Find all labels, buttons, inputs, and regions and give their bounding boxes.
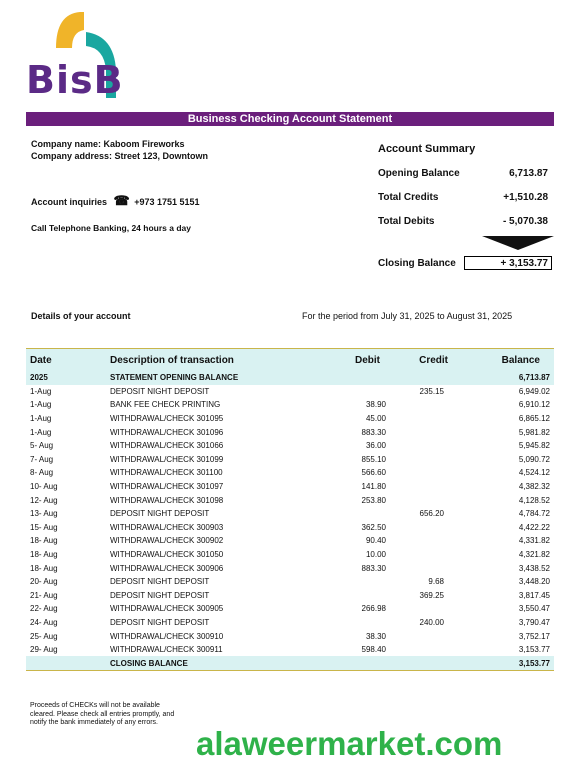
- table-row: [26, 412, 554, 426]
- watermark: alaweermarket.com: [196, 725, 503, 762]
- table-row: [26, 561, 554, 575]
- row-balance: 6,949.02: [518, 386, 550, 396]
- row-debit: [324, 589, 390, 603]
- row-debit: 38.30: [365, 631, 386, 641]
- row-date: 22- Aug: [30, 604, 58, 614]
- table-row: [26, 507, 554, 521]
- row-date: 12- Aug: [30, 495, 58, 505]
- row-debit: 883.30: [361, 427, 386, 437]
- opening-balance-value: 6,713.87: [509, 168, 548, 179]
- row-debit: [324, 385, 390, 399]
- row-description: BANK FEE CHECK PRINTING: [110, 400, 221, 410]
- row-credit: [390, 466, 456, 480]
- table-row: [26, 425, 554, 439]
- details-label: Details of your account: [31, 311, 131, 321]
- row-description: WITHDRAWAL/CHECK 300905: [110, 604, 224, 614]
- row-credit: 369.25: [419, 590, 444, 600]
- total-debits-value: - 5,070.38: [502, 216, 548, 227]
- closing-balance-label: Closing Balance: [378, 258, 456, 269]
- row-description: WITHDRAWAL/CHECK 301096: [110, 427, 224, 437]
- row-balance: 4,128.52: [518, 495, 550, 505]
- table-row: [26, 466, 554, 480]
- row-date: 24- Aug: [30, 617, 58, 627]
- company-name: Company name: Kaboom Fireworks: [31, 139, 185, 149]
- row-date: 15- Aug: [30, 522, 58, 532]
- header-credit: Credit: [390, 349, 456, 372]
- row-debit: 10.00: [365, 550, 386, 560]
- row-balance: 4,382.32: [518, 482, 550, 492]
- row-date: 1-Aug: [30, 427, 52, 437]
- table-row: [26, 629, 554, 643]
- row-date: 7- Aug: [30, 454, 54, 464]
- account-summary-heading: Account Summary: [378, 143, 476, 155]
- row-balance: 6,865.12: [518, 414, 550, 424]
- row-debit: 90.40: [365, 536, 386, 546]
- row-credit: [390, 521, 456, 535]
- row-debit: [324, 575, 390, 589]
- row-balance: 3,448.20: [518, 577, 550, 587]
- table-row: [26, 534, 554, 548]
- table-row: [26, 385, 554, 399]
- row-debit: [324, 507, 390, 521]
- row-balance: 5,090.72: [518, 454, 550, 464]
- opening-row-date: 2025: [26, 371, 106, 385]
- row-credit: [390, 643, 456, 657]
- row-description: WITHDRAWAL/CHECK 300902: [110, 536, 224, 546]
- row-balance: 3,438.52: [518, 563, 550, 573]
- phone-number: +973 1751 5151: [134, 197, 200, 207]
- opening-row-balance: 6,713.87: [456, 371, 554, 385]
- table-row: [26, 616, 554, 630]
- row-balance: 3,752.17: [518, 631, 550, 641]
- row-description: WITHDRAWAL/CHECK 300906: [110, 563, 224, 573]
- opening-row-description: STATEMENT OPENING BALANCE: [106, 371, 324, 385]
- row-balance: 3,550.47: [518, 604, 550, 614]
- row-balance: 4,321.82: [518, 550, 550, 560]
- row-date: 8- Aug: [30, 468, 54, 478]
- row-debit: 598.40: [361, 645, 386, 655]
- row-credit: [390, 548, 456, 562]
- row-description: WITHDRAWAL/CHECK 301097: [110, 482, 224, 492]
- closing-balance-value: + 3,153.77: [464, 256, 552, 270]
- row-credit: 240.00: [419, 617, 444, 627]
- table-row: [26, 398, 554, 412]
- table-row: [26, 575, 554, 589]
- row-credit: [390, 493, 456, 507]
- header-date: Date: [26, 349, 106, 372]
- row-description: DEPOSIT NIGHT DEPOSIT: [110, 617, 210, 627]
- row-date: 18- Aug: [30, 536, 58, 546]
- row-date: 13- Aug: [30, 509, 58, 519]
- company-address: Company address: Street 123, Downtown: [31, 151, 209, 161]
- row-debit: 38.90: [365, 400, 386, 410]
- table-row: [26, 589, 554, 603]
- header-balance: Balance: [456, 349, 554, 372]
- row-credit: [390, 629, 456, 643]
- row-debit: 362.50: [361, 522, 386, 532]
- footnote-line: Proceeds of CHECKs will not be available: [30, 702, 160, 709]
- row-credit: [390, 602, 456, 616]
- row-description: WITHDRAWAL/CHECK 301099: [110, 454, 224, 464]
- row-date: 20- Aug: [30, 577, 58, 587]
- row-balance: 3,817.45: [518, 590, 550, 600]
- row-date: 29- Aug: [30, 645, 58, 655]
- row-debit: 566.60: [361, 468, 386, 478]
- row-debit: 253.80: [361, 495, 386, 505]
- row-description: WITHDRAWAL/CHECK 301100: [110, 468, 223, 478]
- row-date: 18- Aug: [30, 550, 58, 560]
- total-credits-label: Total Credits: [378, 192, 439, 203]
- row-debit: 266.98: [361, 604, 386, 614]
- row-credit: [390, 561, 456, 575]
- table-row: [26, 548, 554, 562]
- row-date: 5- Aug: [30, 441, 54, 451]
- row-date: 1-Aug: [30, 400, 52, 410]
- row-date: 21- Aug: [30, 590, 58, 600]
- row-date: 25- Aug: [30, 631, 58, 641]
- row-credit: [390, 439, 456, 453]
- row-credit: 656.20: [419, 509, 444, 519]
- statement-period: For the period from July 31, 2025 to August 31, 2025: [302, 311, 513, 321]
- row-balance: 4,331.82: [518, 536, 550, 546]
- closing-row-description: CLOSING BALANCE: [106, 656, 324, 670]
- row-debit: 855.10: [361, 454, 386, 464]
- row-date: 1-Aug: [30, 386, 52, 396]
- row-description: WITHDRAWAL/CHECK 301095: [110, 414, 224, 424]
- row-debit: 141.80: [361, 482, 386, 492]
- row-balance: 3,153.77: [518, 645, 550, 655]
- row-description: DEPOSIT NIGHT DEPOSIT: [110, 590, 210, 600]
- total-credits-value: +1,510.28: [503, 192, 548, 203]
- closing-balance-row: [26, 656, 554, 670]
- row-debit: [324, 616, 390, 630]
- logo-text: BisB: [26, 58, 124, 102]
- telephone-banking-note: Call Telephone Banking, 24 hours a day: [31, 223, 191, 233]
- header-debit: Debit: [324, 349, 390, 372]
- row-description: WITHDRAWAL/CHECK 300911: [110, 645, 223, 655]
- statement-title: Business Checking Account Statement: [26, 112, 554, 126]
- inquiries-label: Account inquiries: [31, 197, 108, 207]
- row-balance: 4,524.12: [518, 468, 550, 478]
- row-debit: 45.00: [365, 414, 386, 424]
- row-credit: 235.15: [419, 386, 444, 396]
- telephone-icon: ☎: [113, 193, 130, 208]
- table-row: [26, 602, 554, 616]
- row-balance: 5,981.82: [518, 427, 550, 437]
- down-arrow-icon: [482, 236, 554, 250]
- row-description: WITHDRAWAL/CHECK 300903: [110, 522, 224, 532]
- account-inquiries: [31, 193, 200, 209]
- row-credit: [390, 412, 456, 426]
- footnote: [30, 702, 174, 728]
- closing-row-balance: 3,153.77: [456, 656, 554, 670]
- table-row: [26, 439, 554, 453]
- row-description: WITHDRAWAL/CHECK 300910: [110, 631, 224, 641]
- row-date: 1-Aug: [30, 414, 52, 424]
- opening-balance-label: Opening Balance: [378, 168, 460, 179]
- row-balance: 6,910.12: [518, 400, 550, 410]
- opening-balance-row: [26, 371, 554, 385]
- row-date: 18- Aug: [30, 563, 58, 573]
- row-balance: 4,784.72: [518, 509, 550, 519]
- header-description: Description of transaction: [106, 349, 324, 372]
- row-balance: 4,422.22: [518, 522, 550, 532]
- table-row: [26, 521, 554, 535]
- footnote-line: notify the bank immediately of any errors.: [30, 719, 159, 726]
- row-balance: 5,945.82: [518, 441, 550, 451]
- row-description: DEPOSIT NIGHT DEPOSIT: [110, 577, 210, 587]
- row-description: DEPOSIT NIGHT DEPOSIT: [110, 509, 210, 519]
- footnote-line: cleared. Please check all entries promptly, and: [30, 710, 175, 718]
- total-debits-label: Total Debits: [378, 216, 435, 227]
- row-credit: [390, 425, 456, 439]
- row-description: WITHDRAWAL/CHECK 301098: [110, 495, 224, 505]
- row-date: 10- Aug: [30, 482, 58, 492]
- table-row: [26, 643, 554, 657]
- row-description: WITHDRAWAL/CHECK 301050: [110, 550, 224, 560]
- row-description: DEPOSIT NIGHT DEPOSIT: [110, 386, 210, 396]
- row-credit: [390, 534, 456, 548]
- table-row: [26, 480, 554, 494]
- table-header-row: [26, 349, 554, 372]
- table-row: [26, 493, 554, 507]
- row-credit: [390, 453, 456, 467]
- table-row: [26, 453, 554, 467]
- row-balance: 3,790.47: [518, 617, 550, 627]
- row-credit: 9.68: [428, 577, 444, 587]
- row-credit: [390, 480, 456, 494]
- row-credit: [390, 398, 456, 412]
- row-debit: 36.00: [365, 441, 386, 451]
- row-debit: 883.30: [361, 563, 386, 573]
- row-description: WITHDRAWAL/CHECK 301066: [110, 441, 224, 451]
- transactions-table: [26, 348, 554, 671]
